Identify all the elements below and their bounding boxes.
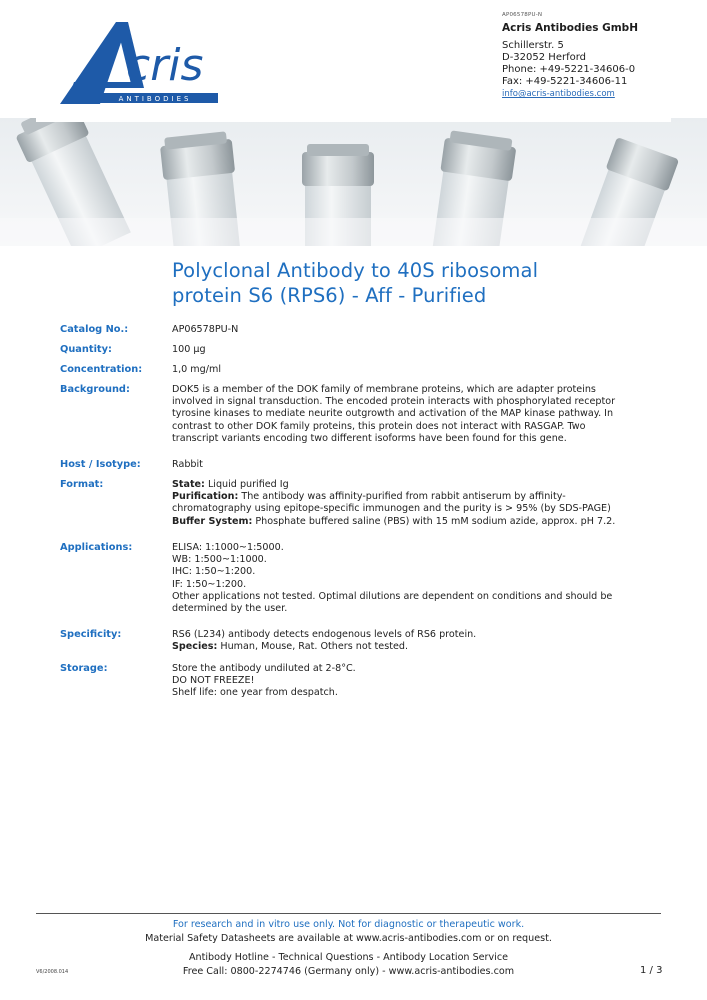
- host-value: Rabbit: [172, 459, 203, 470]
- catalog-label: Catalog No.:: [60, 324, 129, 335]
- field-host: [60, 459, 660, 479]
- company-email-link[interactable]: info@acris-antibodies.com: [502, 89, 615, 99]
- product-fields: [60, 324, 660, 703]
- specificity-label: Specificity:: [60, 629, 122, 640]
- background-label: Background:: [60, 384, 130, 395]
- format-purification: [172, 491, 652, 503]
- background-line: contrast to other DOK family proteins, this protein does not interact with RASGAP. Two: [172, 420, 586, 432]
- application-line: determined by the user.: [172, 603, 288, 615]
- field-specificity: [60, 629, 660, 663]
- application-line: Other applications not tested. Optimal dilutions are dependent on conditions and should be: [172, 590, 613, 602]
- company-street: Schillerstr. 5: [502, 40, 564, 51]
- logo-subtitle: ANTIBODIES: [118, 95, 192, 103]
- quantity-label: Quantity:: [60, 344, 112, 355]
- background-line: transcript variants encoding two different isoforms have been found for this gene.: [172, 432, 567, 444]
- format-label: Format:: [60, 479, 104, 490]
- purification-label: Purification:: [172, 491, 239, 503]
- storage-value: [172, 663, 652, 703]
- background-value: [172, 384, 652, 459]
- species-value: Human, Mouse, Rat. Others not tested.: [217, 641, 409, 653]
- concentration-label: Concentration:: [60, 364, 143, 375]
- species-label: Species:: [172, 641, 218, 653]
- product-title: [172, 258, 652, 308]
- specificity-value: [172, 629, 652, 663]
- background-line: DOK5 is a member of the DOK family of membrane proteins, which are adapter proteins: [172, 384, 596, 395]
- page-number: 1 / 3: [640, 965, 663, 976]
- storage-line: DO NOT FREEZE!: [172, 675, 255, 687]
- application-line: WB: 1:500~1:1000.: [172, 554, 267, 566]
- field-background: [60, 384, 660, 459]
- background-line: tyrosine kinases to mediate neurite outgrowth and activation of the MAP kinase pathway. In: [172, 408, 614, 420]
- application-line: IHC: 1:50~1:200.: [172, 566, 256, 578]
- applications-label: Applications:: [60, 542, 133, 553]
- field-applications: [60, 542, 660, 629]
- format-state: [172, 479, 652, 491]
- storage-line: Shelf life: one year from despatch.: [172, 687, 338, 699]
- background-line: involved in signal transduction. The encoded protein interacts with phosphorylated receptor: [172, 396, 616, 408]
- company-fax: Fax: +49-5221-34606-11: [502, 76, 628, 87]
- company-contact: [502, 12, 682, 100]
- company-name: Acris Antibodies GmbH: [502, 22, 638, 34]
- purification-continued: chromatography using epitope-specific immunogen and the purity is > 95% (by SDS-PAGE): [172, 503, 611, 515]
- host-label: Host / Isotype:: [60, 459, 141, 470]
- company-city: D-32052 Herford: [502, 52, 587, 63]
- storage-label: Storage:: [60, 663, 108, 674]
- concentration-value: 1,0 mg/ml: [172, 364, 221, 375]
- buffer-value: Phosphate buffered saline (PBS) with 15 mM sodium azide, approx. pH 7.2.: [252, 515, 616, 527]
- company-phone: Phone: +49-5221-34606-0: [502, 64, 636, 75]
- title-line-1: Polyclonal Antibody to 40S ribosomal: [172, 259, 539, 282]
- acris-logo: [56, 18, 226, 110]
- footer-divider: [36, 913, 661, 914]
- vials-photo: [0, 118, 707, 246]
- application-line: IF: 1:50~1:200.: [172, 578, 247, 590]
- title-line-2: protein S6 (RPS6) - Aff - Purified: [172, 284, 487, 307]
- msds-note: Material Safety Datasheets are available at www.acris-antibodies.com or on request.: [145, 933, 552, 944]
- field-catalog: [60, 324, 660, 344]
- field-storage: [60, 663, 660, 703]
- free-call-note: Free Call: 0800-2274746 (Germany only) - www.acris-antibodies.com: [182, 966, 515, 977]
- doc-code: AP06578PU-N: [502, 12, 543, 18]
- state-label: State:: [172, 479, 205, 490]
- field-concentration: [60, 364, 660, 384]
- buffer-label: Buffer System:: [172, 515, 253, 527]
- specificity-line: RS6 (L234) antibody detects endogenous levels of RS6 protein.: [172, 629, 477, 640]
- format-buffer: [172, 516, 652, 528]
- species-line: [172, 641, 652, 653]
- hotline-note: Antibody Hotline - Technical Questions - Antibody Location Service: [188, 952, 509, 963]
- application-line: ELISA: 1:1000~1:5000.: [172, 542, 284, 553]
- state-value: Liquid purified Ig: [204, 479, 289, 490]
- storage-line: Store the antibody undiluted at 2-8°C.: [172, 663, 356, 674]
- applications-value: [172, 542, 652, 629]
- field-quantity: [60, 344, 660, 364]
- format-value: [172, 479, 652, 542]
- logo-wordmark: cris: [126, 40, 204, 91]
- catalog-value: AP06578PU-N: [172, 324, 239, 335]
- version-code: V6/2008.014: [36, 969, 69, 975]
- quantity-value: 100 µg: [172, 344, 206, 355]
- purification-value: The antibody was affinity-purified from rabbit antiserum by affinity-: [238, 491, 566, 503]
- field-format: [60, 479, 660, 542]
- research-use-note: For research and in vitro use only. Not for diagnostic or therapeutic work.: [172, 919, 525, 930]
